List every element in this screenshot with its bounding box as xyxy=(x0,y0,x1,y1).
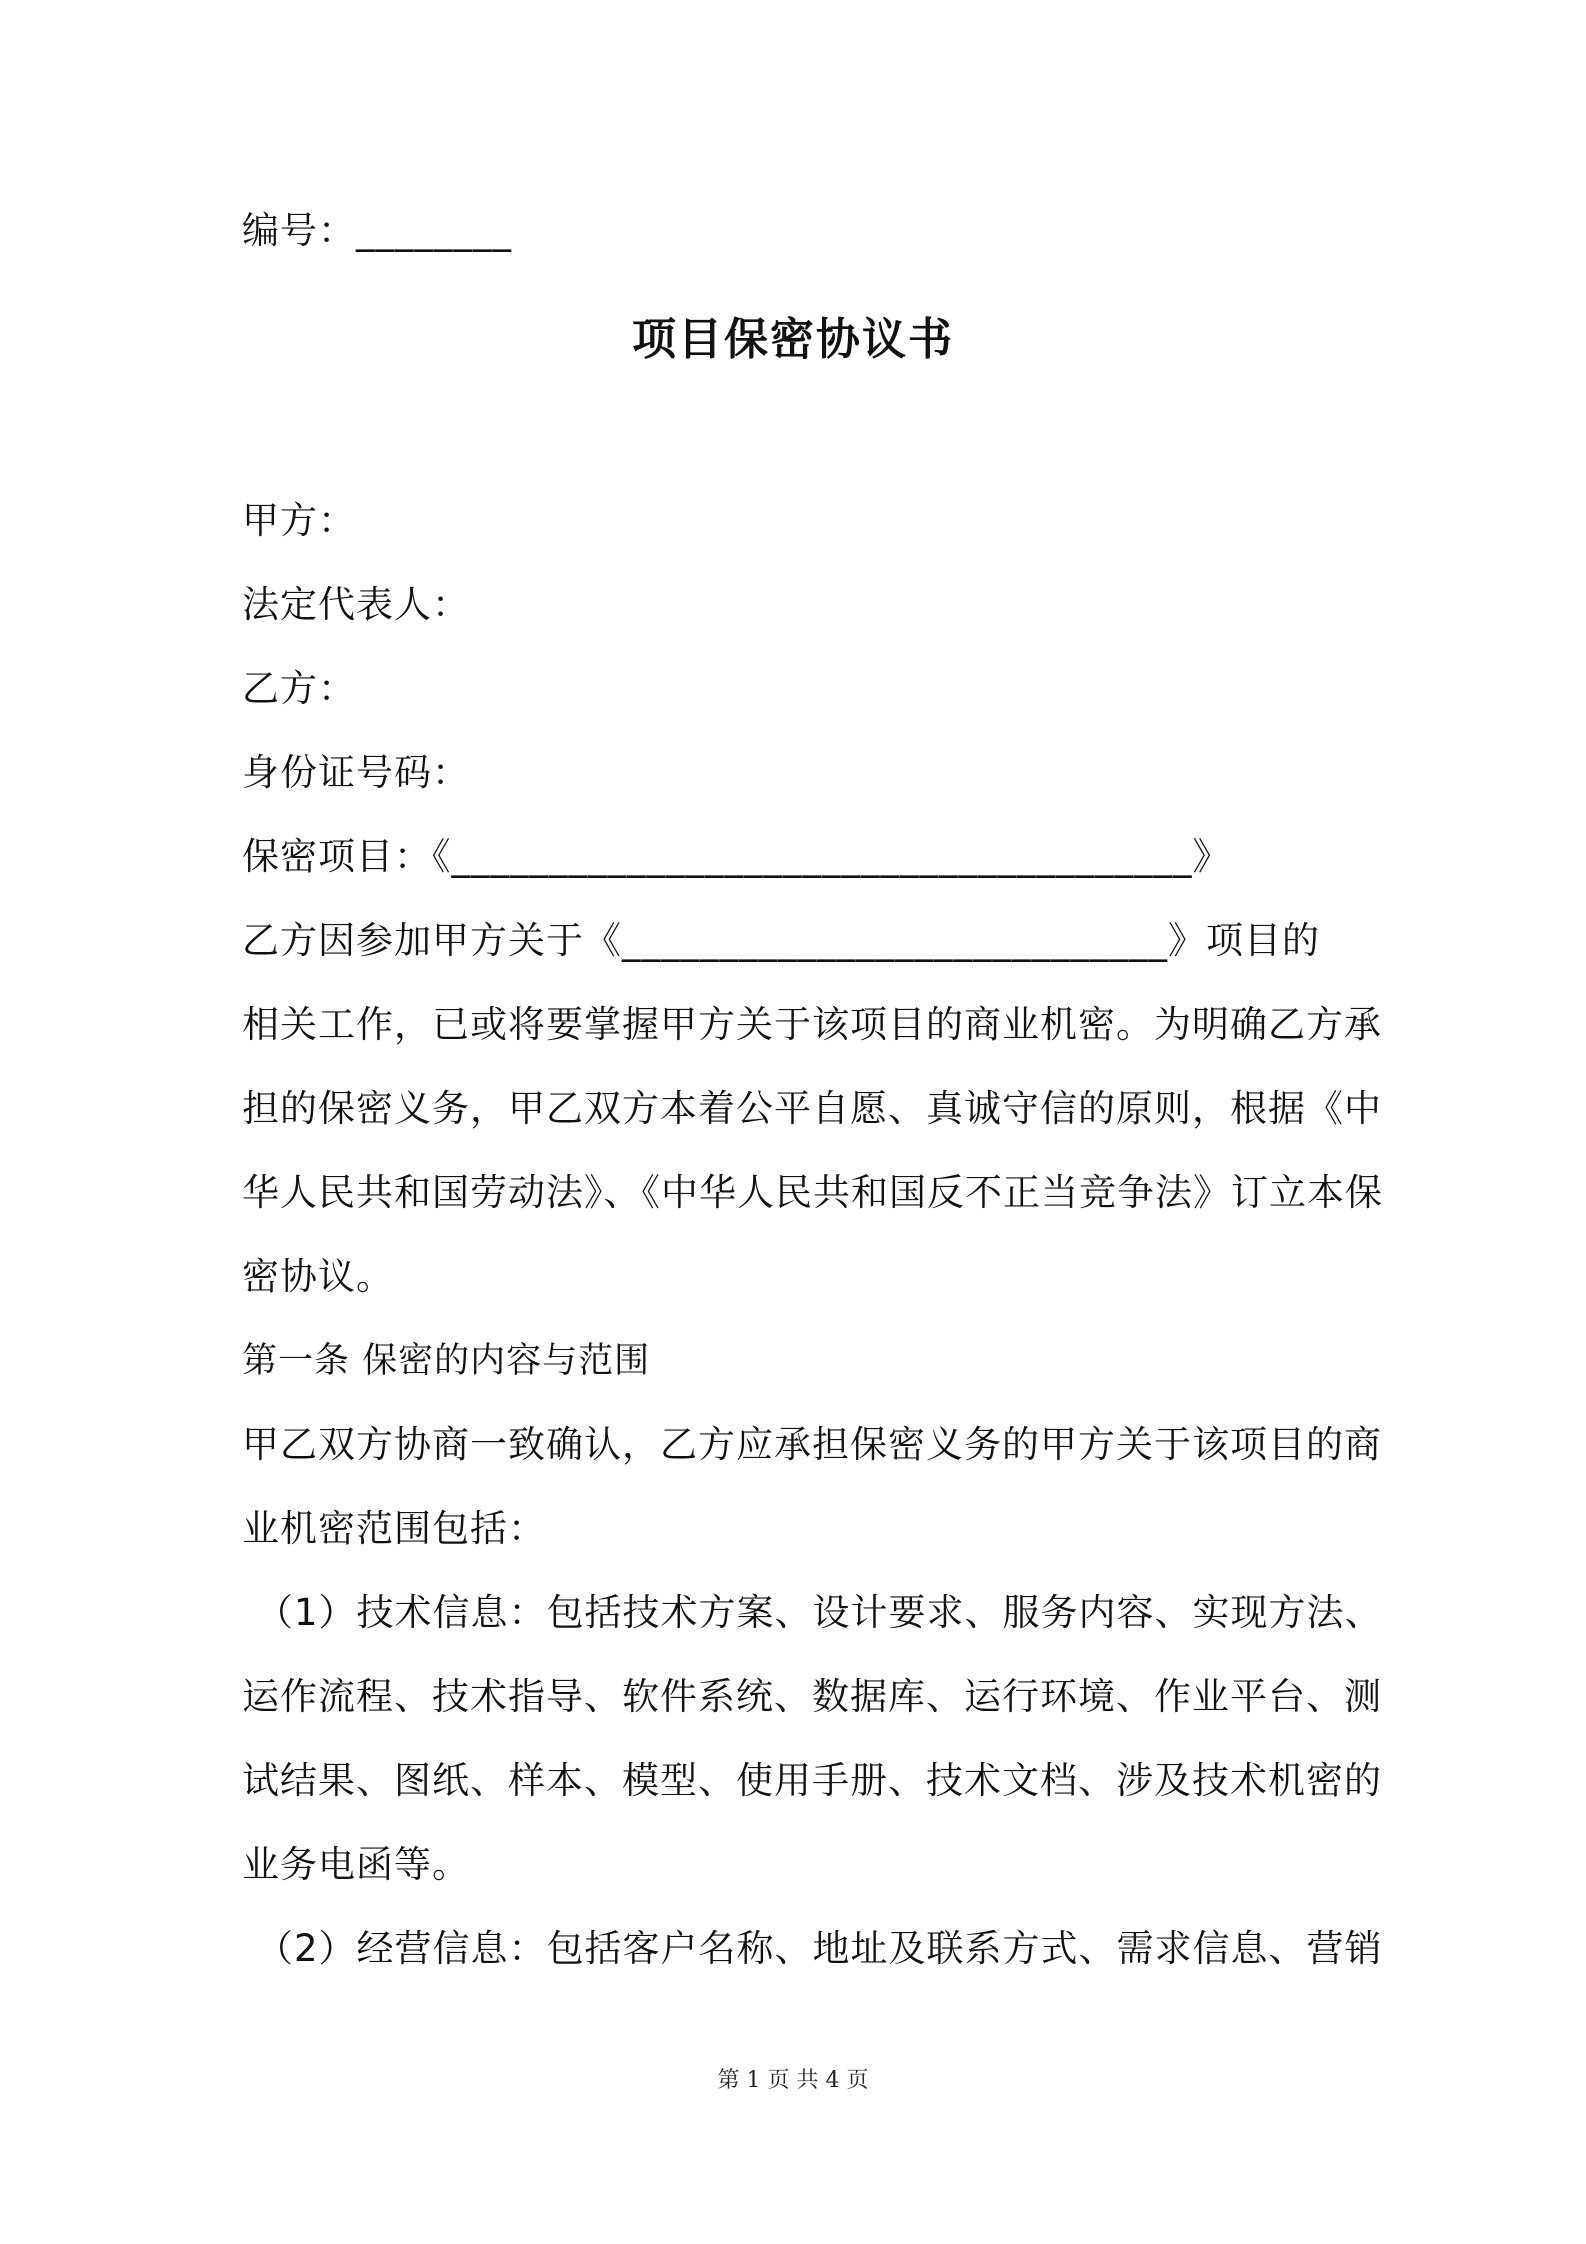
item-2-line: （2）经营信息：包括客户名称、地址及联系方式、需求信息、营销 xyxy=(256,1927,1383,1970)
item-1-line: 试结果、图纸、样本、模型、使用手册、技术文档、涉及技术机密的 xyxy=(242,1759,1382,1802)
intro-line: 担的保密义务，甲乙双方本着公平自愿、真诚守信的原则，根据《中 xyxy=(242,1087,1382,1130)
item-1-line: （1）技术信息：包括技术方案、设计要求、服务内容、实现方法、 xyxy=(256,1591,1383,1634)
article-1-line: 业机密范围包括： xyxy=(242,1507,546,1550)
page-footer: 第 1 页 共 4 页 xyxy=(717,2068,869,2093)
intro-line: 乙方因参加甲方关于《____________________________》项目的 xyxy=(242,919,1320,962)
party-a-label: 甲方： xyxy=(242,499,356,542)
article-1-heading: 第一条 保密的内容与范围 xyxy=(242,1341,651,1381)
legal-representative-label: 法定代表人： xyxy=(242,583,470,626)
intro-line: 华人民共和国劳动法》、《中华人民共和国反不正当竞争法》订立本保 xyxy=(242,1171,1383,1214)
intro-line: 密协议。 xyxy=(242,1255,394,1298)
item-1-line: 运作流程、技术指导、软件系统、数据库、运行环境、作业平台、测 xyxy=(242,1675,1382,1718)
id-number-label: 身份证号码： xyxy=(242,751,470,794)
document-title: 项目保密协议书 xyxy=(632,314,954,365)
item-1-line: 业务电函等。 xyxy=(242,1843,470,1886)
document-number: 编号：________ xyxy=(242,209,512,252)
party-b-label: 乙方： xyxy=(242,667,356,710)
article-1-line: 甲乙双方协商一致确认，乙方应承担保密义务的甲方关于该项目的商 xyxy=(242,1423,1382,1466)
intro-line: 相关工作，已或将要掌握甲方关于该项目的商业机密。为明确乙方承 xyxy=(242,1003,1382,1046)
confidential-project-label: 保密项目：《______________________________________》 xyxy=(242,835,1231,878)
